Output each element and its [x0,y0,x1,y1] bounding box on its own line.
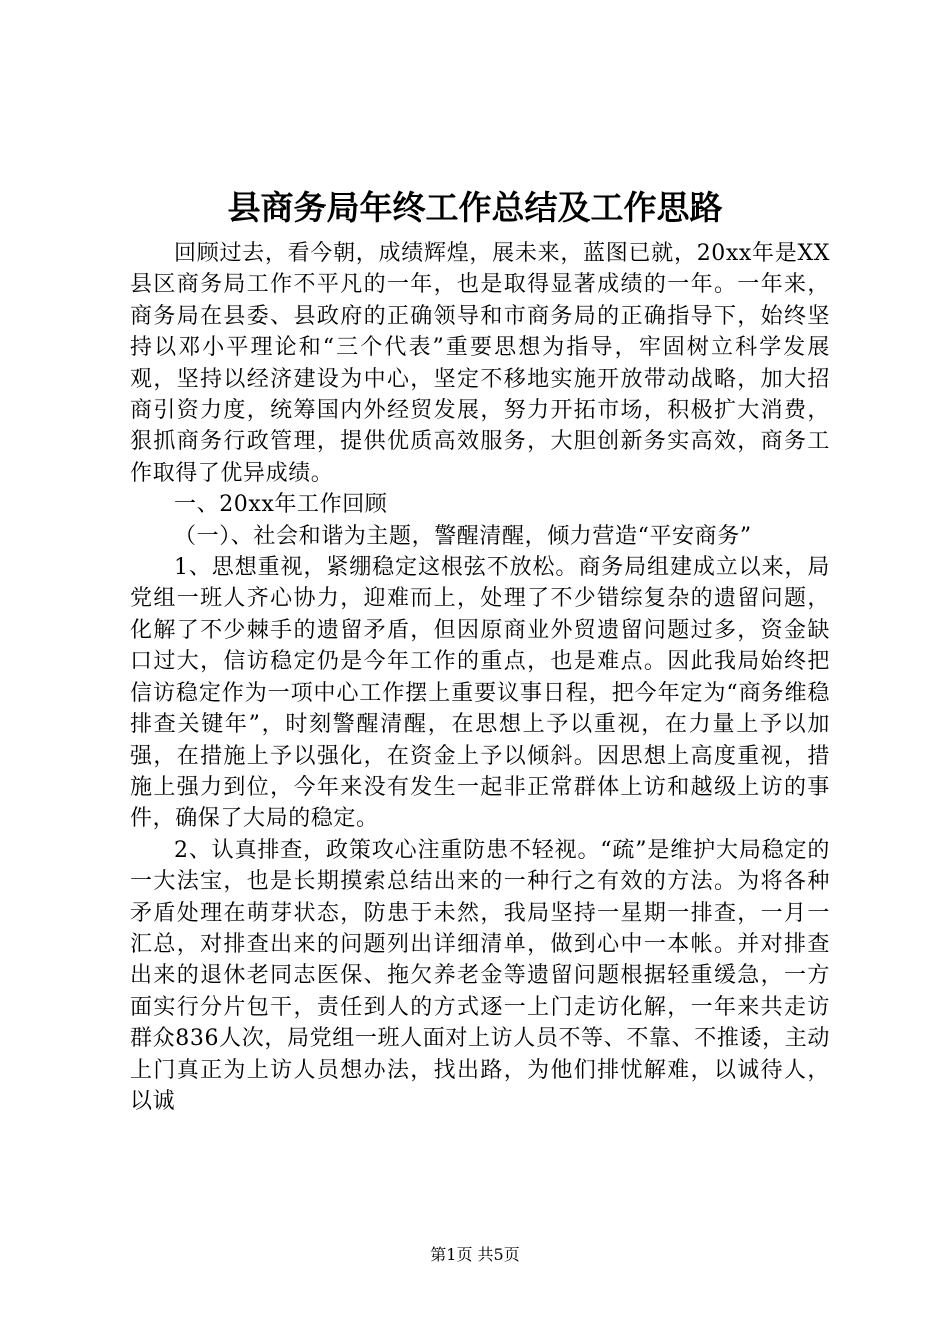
paragraph-item-1: 1、思想重视，紧绷稳定这根弦不放松。商务局组建成立以来，局党组一班人齐心协力，迎难而上，处理了不少错综复杂的遗留问题，化解了不少棘手的遗留矛盾，但因原商业外贸遗留问题过多，资金缺口过大，信访稳定仍是今年工作的重点，也是难点。因此我局始终把信访稳定作为一项中心工作摆上重要议事日程，把今年定为“商务维稳排查关键年”，时刻警醒清醒，在思想上予以重视，在力量上予以加强，在措施上予以强化，在资金上予以倾斜。因思想上高度重视，措施上强力到位，今年来没有发生一起非正常群体上访和越级上访的事件，确保了大局的稳定。 [130,555,830,832]
paragraph-item-2: 2、认真排查，政策攻心注重防患不轻视。“疏”是维护大局稳定的一大法宝，也是长期摸索总结出来的一种行之有效的方法。为将各种矛盾处理在萌芽状态，防患于未然，我局坚持一星期一排查，一月一汇总，对排查出来的问题列出详细清单，做到心中一本帐。并对排查出来的退休老同志医保、拖欠养老金等遗留问题根据轻重缓急，一方面实行分片包干，责任到人的方式逐一上门走访化解，一年来共走访群众836人次，局党组一班人面对上访人员不等、不靠、不推诿，主动上门真正为上访人员想办法，找出路，为他们排忧解难，以诚待人，以诚 [130,837,830,1114]
subsection-heading: （一）、社会和谐为主题，警醒清醒，倾力营造“平安商务” [174,523,752,549]
page-footer: 第1页 共5页 [430,1245,520,1264]
document-body [130,238,830,1117]
document-title: 县商务局年终工作总结及工作思路 [227,188,723,227]
section-heading: 一、20xx年工作回顾 [174,492,388,518]
paragraph-intro: 回顾过去，看今朝，成绩辉煌，展未来，蓝图已就，20xx年是XX县区商务局工作不平凡的一年，也是取得显著成绩的一年。一年来，商务局在县委、县政府的正确领导和市商务局的正确指导下，始终坚持以邓小平理论和“三个代表”重要思想为指导，牢固树立科学发展观，坚持以经济建设为中心，坚定不移地实施开放带动战略，加大招商引资力度，统筹国内外经贸发展，努力开拓市场，积极扩大消费，狠抓商务行政管理，提供优质高效服务，大胆创新务实高效，商务工作取得了优异成绩。 [130,241,831,486]
